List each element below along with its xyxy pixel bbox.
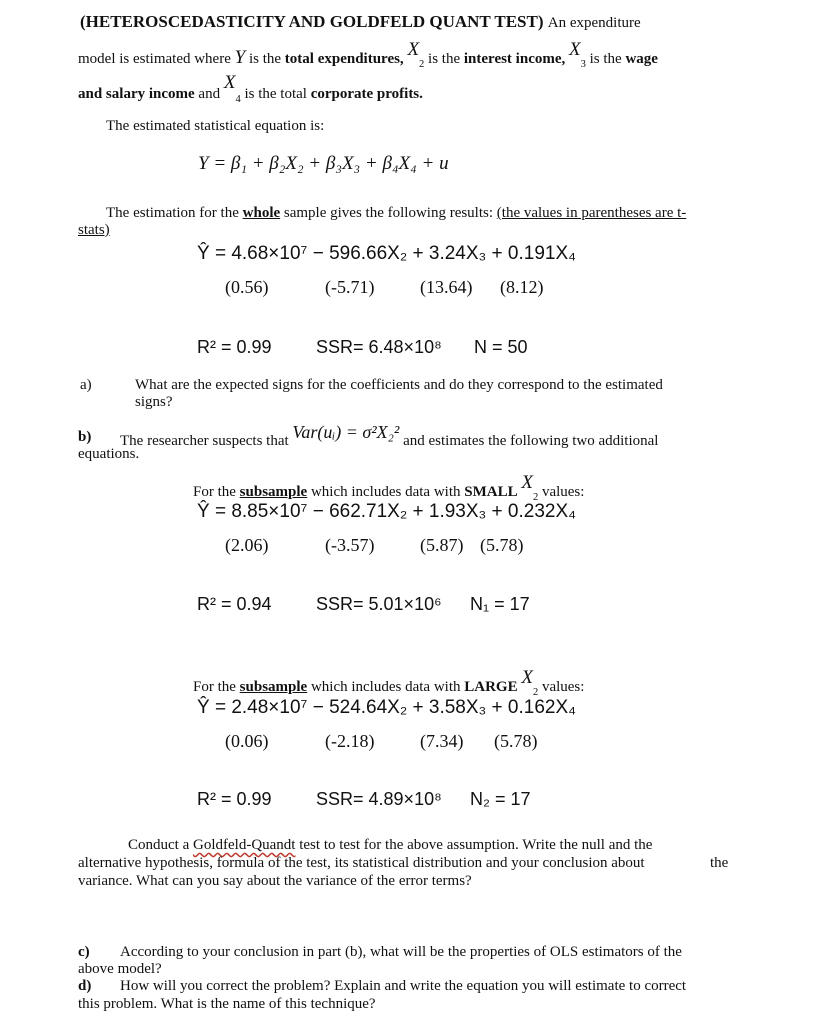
small-equation: Ŷ = 8.85×10⁷ − 662.71X₂ + 1.93X₃ + 0.232X₄ — [197, 501, 576, 522]
variance-assumption: Var(uᵢ) = σ²X₂² — [292, 422, 400, 442]
whole-r2: R² = 0.99 — [197, 337, 272, 357]
large-tstat-1: (0.06) — [225, 731, 269, 751]
question-b-text: The researcher suspects that Var(uᵢ) = σ²X₂² and estimates the following two additional — [120, 422, 659, 449]
question-a-text-2: signs? — [135, 394, 173, 410]
large-ssr: SSR= 4.89×10⁸ — [316, 789, 442, 809]
question-a-text-1: What are the expected signs for the coefficients and do they correspond to the estimated — [135, 377, 663, 393]
small-tstat-1: (2.06) — [225, 535, 269, 555]
question-d-text-2: this problem. What is the name of this technique? — [78, 996, 376, 1012]
gq-text-2: alternative hypothesis, formula of the test, its statistical distribution and your conclusion about — [78, 855, 645, 871]
statistical-equation: Y = β₁ + β₂X₂ + β₃X₃ + β₄X₄ + u — [198, 153, 449, 174]
question-c-label: c) — [78, 944, 90, 960]
whole-ssr: SSR= 6.48×10⁸ — [316, 337, 442, 357]
whole-tstat-2: (-5.71) — [325, 277, 375, 297]
whole-n: N = 50 — [474, 337, 528, 357]
gq-text-3: variance. What can you say about the variance of the error terms? — [78, 873, 472, 889]
large-tstat-3: (7.34) — [420, 731, 464, 751]
question-b-text-2: equations. — [78, 446, 140, 462]
question-c-text-2: above model? — [78, 961, 162, 977]
small-tstat-2: (-3.57) — [325, 535, 375, 555]
intro-line-3: and salary income and $X_4$ is the total corporate profits. — [78, 72, 423, 105]
whole-tstat-3: (13.64) — [420, 277, 473, 297]
var-y: Y — [234, 47, 246, 68]
small-tstat-4: (5.78) — [480, 535, 524, 555]
small-n: N₁ = 17 — [470, 594, 530, 614]
large-equation: Ŷ = 2.48×10⁷ − 524.64X₂ + 3.58X₃ + 0.162X₄ — [197, 697, 576, 718]
var-x2: X — [407, 39, 420, 60]
large-tstat-4: (5.78) — [494, 731, 538, 751]
small-r2: R² = 0.94 — [197, 594, 272, 614]
stat-eq-label: The estimated statistical equation is: — [106, 118, 325, 134]
whole-tstat-4: (8.12) — [500, 277, 544, 297]
large-subsample-intro: For the subsample which includes data with LARGE $X_2$ values: — [193, 667, 585, 698]
question-d-text-1: How will you correct the problem? Explain and write the equation you will estimate to correct — [120, 978, 687, 994]
question-a-label: a) — [80, 377, 92, 393]
var-x3: X — [569, 39, 581, 60]
large-tstat-2: (-2.18) — [325, 731, 375, 751]
gq-text-2-end: the — [710, 855, 729, 871]
page-title: (HETEROSCEDASTICITY AND GOLDFELD QUANT TEST) — [80, 12, 544, 31]
large-r2: R² = 0.99 — [197, 789, 272, 809]
question-b-label: b) — [78, 429, 92, 445]
question-c-text-1: According to your conclusion in part (b), what will be the properties of OLS estimators of the — [120, 944, 682, 960]
whole-sample-intro: The estimation for the whole sample gives the following results: (the values in parentheses are t- — [106, 205, 687, 221]
gq-text-1: Conduct a Goldfeld-Quandt test to test for the above assumption. Write the null and the — [128, 837, 653, 853]
title-line — [80, 12, 641, 32]
whole-sample-intro-2: stats) — [78, 222, 110, 238]
var-x4: X — [223, 72, 236, 93]
large-n: N₂ = 17 — [470, 789, 531, 809]
intro-line-2: model is estimated where Y is the total expenditures, $X_2$ is the interest income, $X_3$ is the wage — [78, 39, 658, 70]
whole-tstat-1: (0.56) — [225, 277, 269, 297]
question-d-label: d) — [78, 978, 92, 994]
small-ssr: SSR= 5.01×10⁶ — [316, 594, 442, 614]
intro-text: An expenditure — [547, 15, 641, 31]
whole-equation: Ŷ = 4.68×10⁷ − 596.66X₂ + 3.24X₃ + 0.191X₄ — [197, 243, 576, 264]
small-subsample-intro: For the subsample which includes data with SMALL $X_2$ values: — [193, 472, 585, 503]
small-tstat-3: (5.87) — [420, 535, 464, 555]
